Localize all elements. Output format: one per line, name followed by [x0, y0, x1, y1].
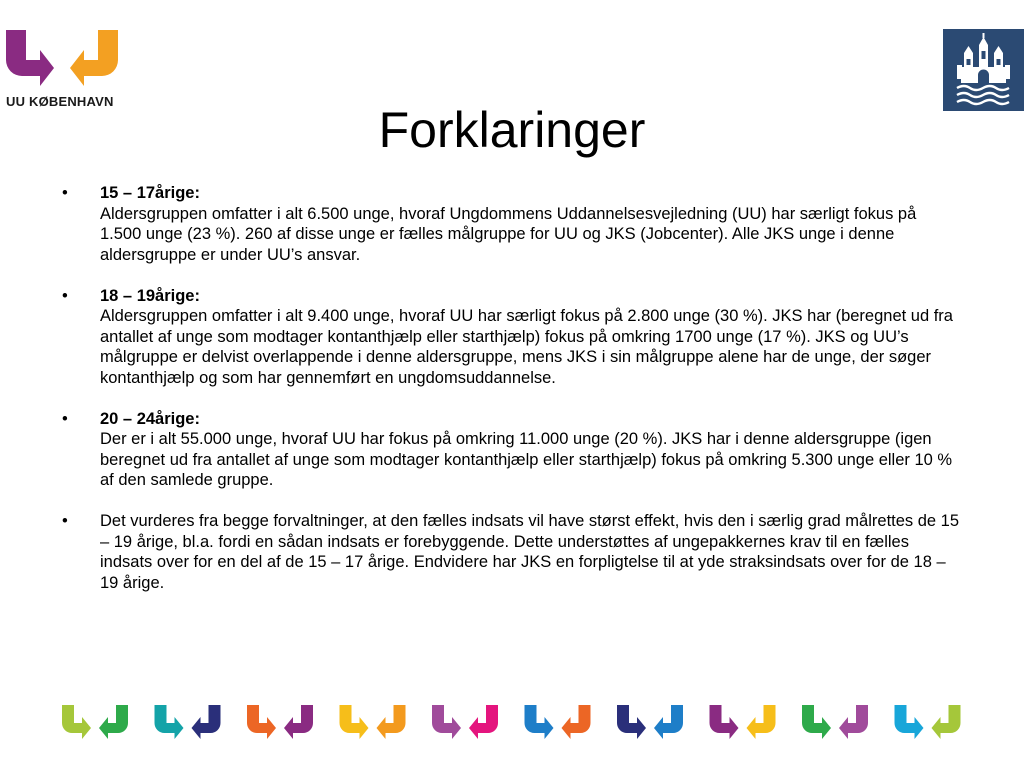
logo-right-half — [839, 705, 868, 739]
logo-left-half — [802, 705, 831, 739]
item-text: Der er i alt 55.000 unge, hvoraf UU har fokus på omkring 11.000 unge (20 %). JKS har i denne aldersgruppe (igen beregnet ud fra antallet af unge som modtager kontanthjælp eller starthjælp) fokus på omkring 5.300 unge eller 10 % af den samlede gruppe. — [100, 430, 953, 489]
uu-logo-pair-icon — [247, 705, 313, 739]
logo-left-half — [432, 705, 461, 739]
list-item — [62, 183, 962, 265]
uu-logo-pair-icon — [155, 705, 221, 739]
footer-logo-strip — [58, 701, 970, 745]
uu-logo-icon — [6, 30, 118, 92]
uu-logo-pair-icon — [525, 705, 591, 739]
logo-right-half — [99, 705, 128, 739]
uu-logo-pair-icon — [710, 705, 776, 739]
bullet-icon: • — [62, 409, 68, 428]
item-text: Det vurderes fra begge forvaltninger, at den fælles indsats vil have størst effekt, hvis den i særlig grad målrettes de 15 – 19 årige, bl.a. fordi en sådan indsats er forebyggende. Dette understøttes af ungepakkernes krav til en fælles indsats over for en del af de 15 – 17 årige. Endvidere har JKS en forpligtelse til at yde straksindsats over for de 18 – 19 årige. — [100, 512, 960, 592]
item-heading: 20 – 24årige: — [100, 409, 200, 428]
bullet-icon: • — [62, 184, 68, 202]
uu-logo-pair-icon — [62, 705, 128, 739]
uu-logo-pair-icon — [802, 705, 868, 739]
logo-right-half — [932, 705, 961, 739]
item-heading: 15 – 17årige: — [100, 184, 200, 202]
item-text: Aldersgruppen omfatter i alt 6.500 unge, hvoraf Ungdommens Uddannelsesvejledning (UU) har særligt fokus på 1.500 unge (23 %). 260 af disse unge er fælles målgruppe for UU og JKS (Jobcenter). Alle JKS unge i denne aldersgruppe er under UU’s ansvar. — [100, 204, 917, 264]
uu-logo-pair-icon — [432, 705, 498, 739]
bullet-icon: • — [62, 286, 68, 305]
logo-left-half — [155, 705, 184, 739]
item-text: Aldersgruppen omfatter i alt 9.400 unge, hvoraf UU har særligt fokus på 2.800 unge (30 %). JKS har (beregnet ud fra antallet af unge som modtager kontanthjælp eller starthjælp) fokus på omkring 1700 unge (17 %). JKS og UU’s målgruppe er delvist overlappende i denne aldersgruppe, mens JKS i sin målgruppe alene har de unge, der søger kontanthjælp og som har gennemført en ungdomsuddannelse. — [100, 307, 953, 387]
logo-right-half — [654, 705, 683, 739]
uu-logo-pair-icon — [340, 705, 406, 739]
logo-left-half — [710, 705, 739, 739]
logo-left-half — [62, 705, 91, 739]
logo-left-half — [617, 705, 646, 739]
logo-left-half — [340, 705, 369, 739]
page-title: Forklaringer — [378, 101, 646, 158]
bullet-icon: • — [62, 512, 68, 530]
logo-text: UU KØBENHAVN — [6, 94, 114, 109]
list-item — [62, 409, 962, 491]
item-heading: 18 – 19årige: — [100, 286, 200, 305]
list-item — [62, 286, 962, 389]
footer-logos — [58, 701, 970, 745]
logo-right-half — [747, 705, 776, 739]
logo-left-half — [525, 705, 554, 739]
logo-right-half — [192, 705, 221, 739]
logo-right-half — [284, 705, 313, 739]
uu-logo-pair-icon — [617, 705, 683, 739]
logo-right-half — [377, 705, 406, 739]
logo-right-half — [562, 705, 591, 739]
list-item — [62, 511, 962, 593]
bullet-list — [62, 183, 962, 614]
uu-logo-pair-icon — [895, 705, 961, 739]
logo-left-half — [247, 705, 276, 739]
logo-right-half — [469, 705, 498, 739]
logo-left-half — [895, 705, 924, 739]
